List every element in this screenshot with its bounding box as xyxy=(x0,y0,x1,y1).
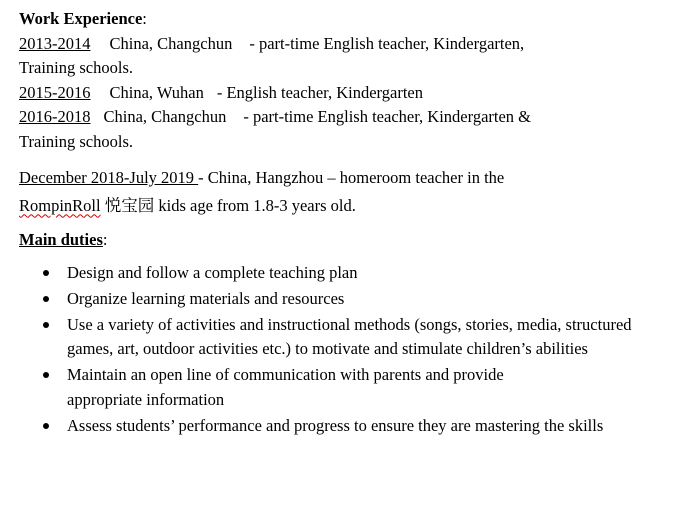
duty-text: Design and follow a complete teaching plan xyxy=(67,262,358,282)
list-item xyxy=(19,287,669,312)
entry-2-role: - English teacher, Kindergarten xyxy=(216,82,423,102)
current-dates: December 2018-July 2019 xyxy=(19,168,199,187)
experience-entry-1-continuation-line xyxy=(19,56,669,81)
work-experience-heading: Work Experience xyxy=(19,9,143,28)
list-item xyxy=(19,414,669,439)
list-item xyxy=(19,363,669,412)
main-duties-heading: Main duties xyxy=(19,230,103,249)
experience-entry-3 xyxy=(19,105,669,130)
duty-text: Use a variety of activities and instructional methods (songs, stories, media, structured games, art, outdoor activities etc.) to motivate and stimulate children’s abilities xyxy=(67,314,632,358)
entry-1-continuation: Training schools. xyxy=(19,58,133,77)
entry-3-role: - part-time English teacher, Kindergarten & xyxy=(243,107,532,126)
entry-2-location: China, Wuhan xyxy=(109,82,204,102)
entry-2-years: 2015-2016 xyxy=(19,82,91,102)
document-page xyxy=(19,7,669,440)
entry-1-role: - part-time English teacher, Kindergarten, xyxy=(249,33,525,53)
bullet-icon xyxy=(43,296,49,302)
experience-entry-2 xyxy=(19,81,669,106)
entry-1-years: 2013-2014 xyxy=(19,33,91,53)
experience-entry-1 xyxy=(19,32,669,57)
bullet-icon xyxy=(43,322,49,328)
entry-3-continuation: Training schools. xyxy=(19,131,133,151)
bullet-icon xyxy=(43,270,49,276)
school-name-chinese: 悦宝园 xyxy=(100,195,155,215)
main-duties-list xyxy=(19,261,669,439)
work-experience-heading-line xyxy=(19,7,669,32)
experience-entry-3-continuation-line xyxy=(19,130,669,155)
current-position-line-1 xyxy=(19,166,669,191)
current-position-detail: - China, Hangzhou – homeroom teacher in the xyxy=(198,168,505,187)
kids-age-range: kids age from 1.8-3 years old. xyxy=(154,195,356,215)
entry-3-location: China, Changchun xyxy=(103,107,227,126)
bullet-icon xyxy=(43,372,49,378)
list-item xyxy=(19,313,669,362)
duty-text: Maintain an open line of communication with parents and provide appropriate information xyxy=(67,365,504,409)
duty-text: Organize learning materials and resources xyxy=(67,288,345,308)
work-experience-heading-colon: : xyxy=(142,9,147,28)
main-duties-heading-line xyxy=(19,228,669,253)
current-position-line-2 xyxy=(19,194,669,219)
school-name: RompinRoll xyxy=(19,195,101,215)
entry-3-years: 2016-2018 xyxy=(19,107,91,126)
main-duties-heading-colon: : xyxy=(102,230,108,249)
list-item xyxy=(19,261,669,286)
bullet-icon xyxy=(43,423,49,429)
duty-text: Assess students’ performance and progress to ensure they are mastering the skills xyxy=(67,415,604,435)
entry-1-location: China, Changchun xyxy=(109,33,233,53)
